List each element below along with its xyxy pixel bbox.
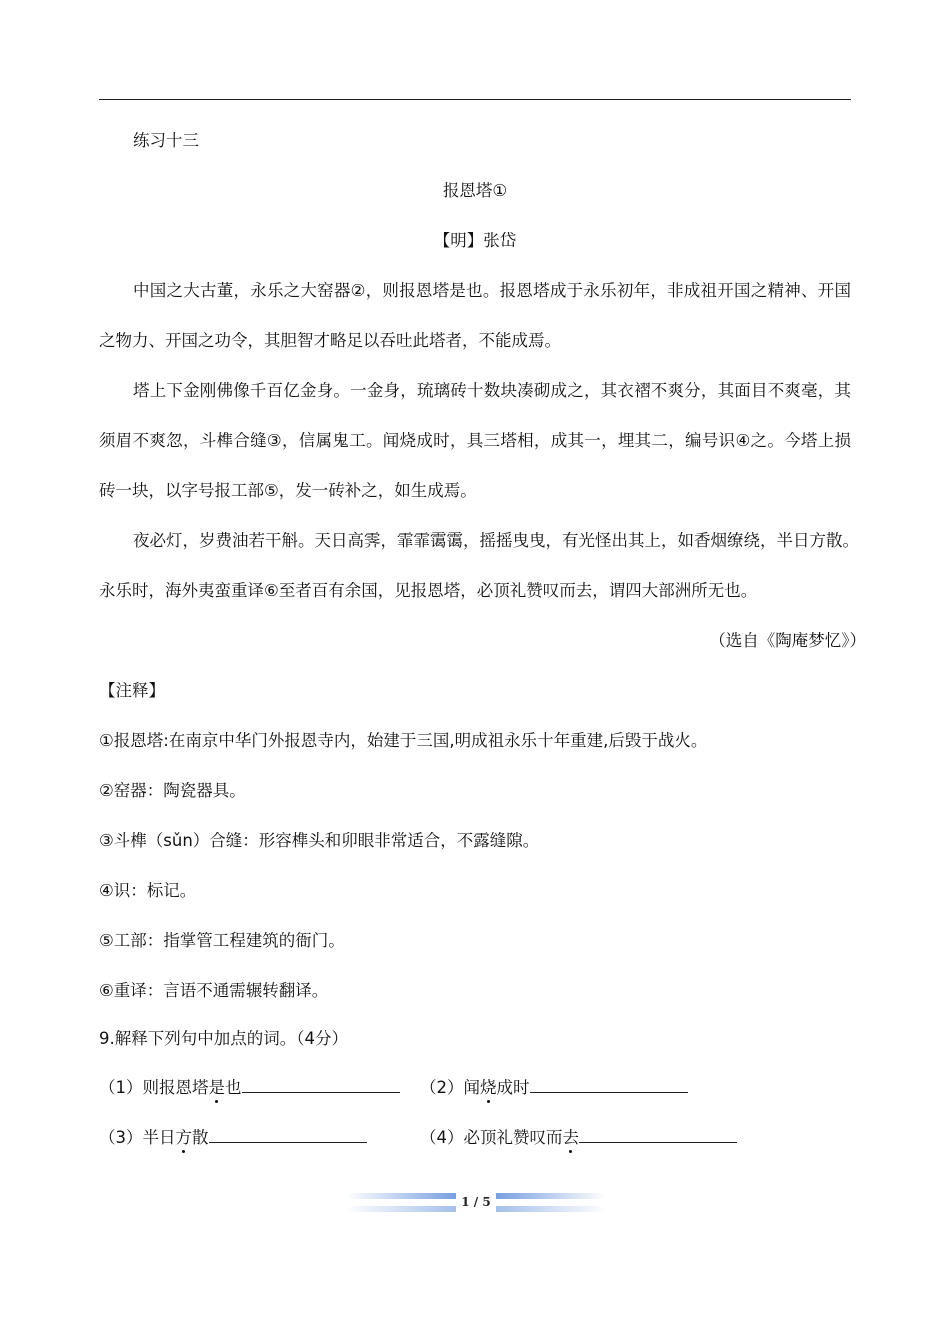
question-item-text: 则报恩塔 [142, 1078, 209, 1097]
exercise-title: 练习十三 [133, 131, 199, 150]
note-item: ②窑器：陶瓷器具。 [99, 781, 246, 800]
answer-blank[interactable] [242, 1074, 400, 1093]
question-item-text: 散 [192, 1128, 209, 1147]
header-rule [99, 99, 851, 100]
note-item: ⑥重译：言语不通需辗转翻译。 [99, 981, 329, 1000]
note-item: ⑤工部：指掌管工程建筑的衙门。 [99, 931, 345, 950]
question-item-text: 成时 [496, 1078, 530, 1097]
notes-header: 【注释】 [99, 681, 165, 700]
question-prompt: 9.解释下列句中加点的词。（4分） [99, 1029, 348, 1048]
question-item-number: （3） [99, 1128, 143, 1147]
question-item-number: （4） [420, 1128, 464, 1147]
question-item-text: 闻 [463, 1078, 480, 1097]
source-citation: （选自《陶庵梦忆》） [709, 631, 866, 650]
dotted-word: 是 [209, 1076, 226, 1100]
paragraph-line: 夜必灯，岁费油若干斛。天日高霁，霏霏霭霭，摇摇曳曳，有光怪出其上，如香烟缭绕，半日方散。 [133, 531, 859, 550]
note-item: ①报恩塔:在南京中华门外报恩寺内，始建于三国,明成祖永乐十年重建,后毁于战火。 [99, 731, 708, 750]
note-item: ③斗榫（sǔn）合缝：形容榫头和卯眼非常适合，不露缝隙。 [99, 831, 540, 850]
paragraph-line: 之物力、开国之功令，其胆智才略足以吞吐此塔者，不能成焉。 [99, 331, 561, 350]
question-item-text: 也 [225, 1078, 242, 1097]
poem-author: 【明】张岱 [433, 231, 517, 250]
paragraph-line: 塔上下金刚佛像千百亿金身。一金身，琉璃砖十数块凑砌成之，其衣褶不爽分，其面目不爽毫，其 [133, 381, 851, 400]
answer-blank[interactable] [530, 1074, 688, 1093]
question-item [420, 1124, 737, 1150]
note-item: ④识：标记。 [99, 881, 197, 900]
question-item-text: 半日 [142, 1128, 176, 1147]
question-item-number: （1） [99, 1078, 143, 1097]
answer-blank[interactable] [209, 1124, 367, 1143]
dotted-word: 烧 [480, 1076, 497, 1100]
question-item-number: （2） [420, 1078, 464, 1097]
paragraph-line: 永乐时，海外夷蛮重译⑥至者百有余国，见报恩塔，必顶礼赞叹而去，谓四大部洲所无也。 [99, 581, 758, 600]
page-number: 1 / 5 [461, 1195, 491, 1209]
dotted-word: 去 [563, 1126, 580, 1150]
question-item [420, 1074, 688, 1100]
paragraph-line: 须眉不爽忽，斗榫合缝③，信属鬼工。闻烧成时，具三塔相，成其一，埋其二，编号识④之。今塔上损 [99, 431, 851, 450]
page-indicator [346, 1193, 606, 1215]
question-item [99, 1074, 400, 1100]
poem-title: 报恩塔① [442, 181, 508, 200]
answer-blank[interactable] [579, 1124, 737, 1143]
question-item [99, 1124, 367, 1150]
question-item-text: 必顶礼赞叹而 [463, 1128, 563, 1147]
paragraph-line: 砖一块，以字号报工部⑤，发一砖补之，如生成焉。 [99, 481, 477, 500]
dotted-word: 方 [176, 1126, 193, 1150]
paragraph-line: 中国之大古董，永乐之大窑器②，则报恩塔是也。报恩塔成于永乐初年，非成祖开国之精神、开国 [133, 281, 851, 300]
